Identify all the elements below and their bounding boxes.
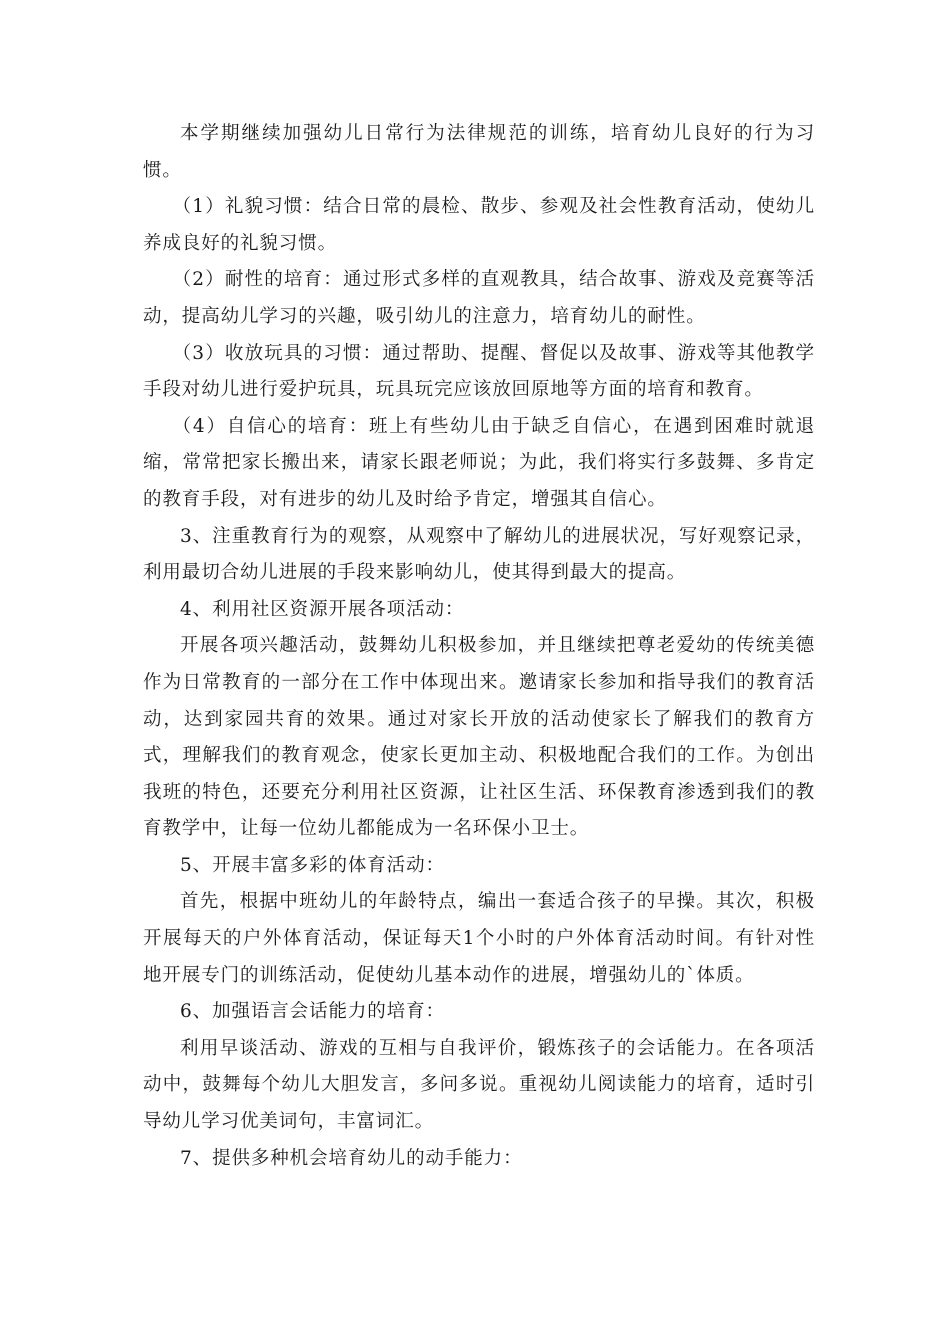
intro-paragraph: 本学期继续加强幼儿日常行为法律规范的训练，培育幼儿良好的行为习惯。	[143, 123, 815, 181]
section-7-heading: 7、提供多种机会培育幼儿的动手能力：	[180, 1147, 523, 1169]
section-6-body: 利用早谈活动、游戏的互相与自我评价，锻炼孩子的会话能力。在各项活动中，鼓舞每个幼儿大胆发言，多问多说。重视幼儿阅读能力的培育，适时引导幼儿学习优美词句，丰富词汇。	[143, 1037, 815, 1133]
item-toys-paragraph: （3）收放玩具的习惯：通过帮助、提醒、督促以及故事、游戏等其他教学手段对幼儿进行爱护玩具，玩具玩完应该放回原地等方面的培育和教育。	[143, 342, 815, 401]
section-6-heading: 6、加强语言会话能力的培育：	[180, 1001, 445, 1023]
item-patience-paragraph: （2）耐性的培育：通过形式多样的直观教具，结合故事、游戏及竞赛等活动，提高幼儿学习的兴趣，吸引幼儿的注意力，培育幼儿的耐性。	[143, 269, 815, 327]
item-manners-paragraph: （1）礼貌习惯：结合日常的晨检、散步、参观及社会性教育活动，使幼儿养成良好的礼貌习惯。	[143, 196, 815, 254]
item-confidence-paragraph: （4）自信心的培育：班上有些幼儿由于缺乏自信心，在遇到困难时就退缩，常常把家长搬出来，请家长跟老师说；为此，我们将实行多鼓舞、多肯定的教育手段，对有进步的幼儿及时给予肯定，增强其自信心。	[143, 415, 815, 510]
document-body	[143, 116, 815, 1177]
section-5-body: 首先，根据中班幼儿的年龄特点，编出一套适合孩子的早操。其次，积极开展每天的户外体育活动，保证每天1个小时的户外体育活动时间。有针对性地开展专门的训练活动，促使幼儿基本动作的进展，增强幼儿的`体质。	[143, 891, 815, 986]
section-4-heading: 4、利用社区资源开展各项活动：	[180, 598, 465, 620]
section-4-body: 开展各项兴趣活动，鼓舞幼儿积极参加，并且继续把尊老爱幼的传统美德作为日常教育的一部分在工作中体现出来。邀请家长参加和指导我们的教育活动，达到家园共育的效果。通过对家长开放的活动使家长了解我们的教育方式，理解我们的教育观念，使家长更加主动、积极地配合我们的工作。为创出我班的特色，还要充分利用社区资源，让社区生活、环保教育渗透到我们的教育教学中，让每一位幼儿都能成为一名环保小卫士。	[143, 635, 815, 840]
section-5-heading: 5、开展丰富多彩的体育活动：	[180, 854, 445, 876]
section-3-paragraph: 3、注重教育行为的观察，从观察中了解幼儿的进展状况，写好观察记录，利用最切合幼儿进展的手段来影响幼儿，使其得到最大的提高。	[143, 525, 815, 584]
